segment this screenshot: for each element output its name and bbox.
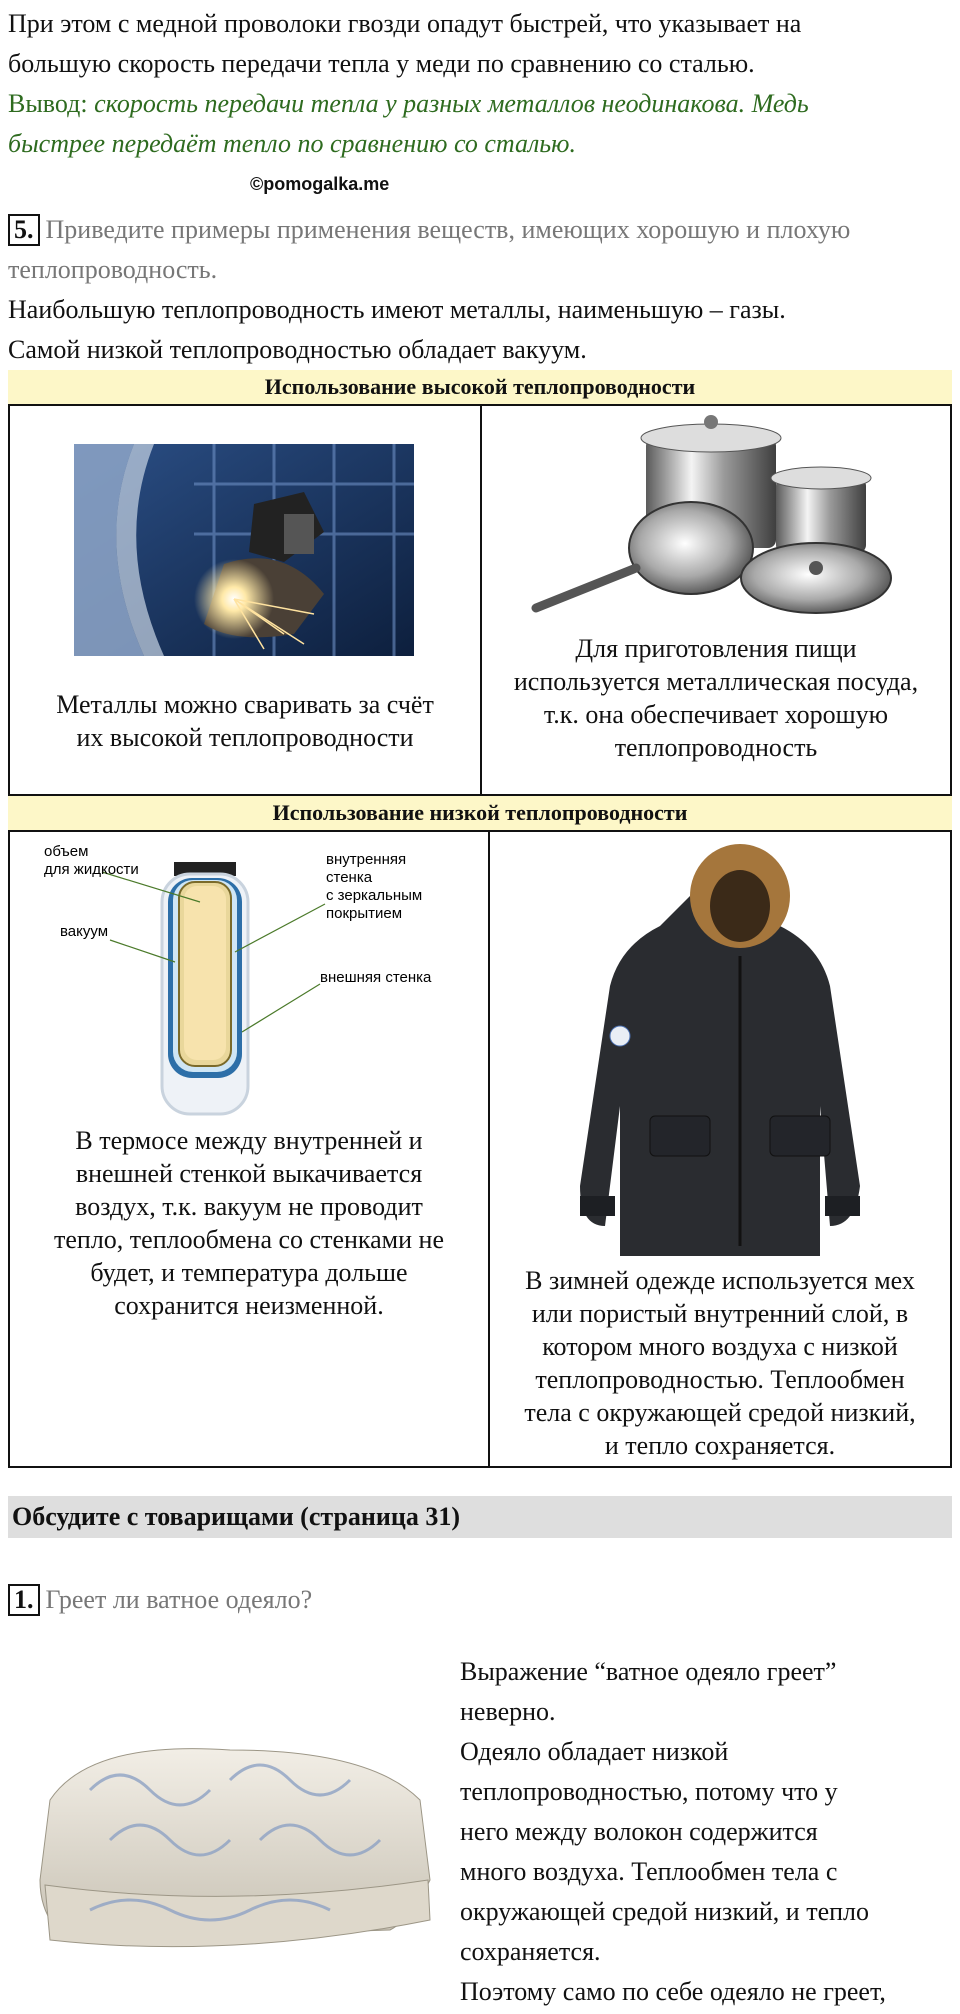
cookware-image [526,408,906,622]
high-conductivity-header: Использование высокой теплопроводности [8,370,952,404]
welding-image [74,444,414,656]
cookware-caption [482,632,950,764]
q1-number-box: 1. [8,1584,40,1616]
conclusion-text: скорость передачи тепла у разных металлов неодинакова. Медь [87,89,809,118]
jacket-cell [488,832,950,1466]
q1-question-text: Греет ли ватное одеяло? [45,1585,313,1614]
cookware-caption-line-3: т.к. она обеспечивает хорошую [543,700,889,729]
thermos-label-inner-3: с зеркальным [326,887,423,904]
thermos-label-inner-4: покрытием [326,905,403,922]
answer-line-1: Выражение “ватное одеяло греет” [460,1657,837,1686]
jacket-caption-line-4: теплопроводностью. Теплообмен [535,1365,905,1394]
answer-line-3: Одеяло обладает низкой [460,1737,729,1766]
thermos-label-inner-2: стенка [326,869,373,886]
jacket-caption [490,1264,950,1462]
jacket-caption-line-5: тела с окружающей средой низкий, [524,1398,916,1427]
thermos-caption-line-3: воздух, т.к. вакуум не проводит [75,1192,423,1221]
thermos-caption-line-1: В термосе между внутренней и [75,1126,423,1155]
answer-line-9: Поэтому само по себе одеяло не греет, [460,1977,886,2006]
cookware-caption-line-2: используется металлическая посуда, [513,667,919,696]
discuss-section-header: Обсудите с товарищами (страница 31) [8,1496,952,1538]
thermos-caption-line-5: будет, и температура дольше [90,1258,408,1287]
cookware-caption-line-4: теплопроводность [614,733,818,762]
thermos-caption-line-2: внешней стенкой выкачивается [75,1159,423,1188]
answer-line-8: сохраняется. [460,1937,601,1966]
thermos-label-liquid-2: для жидкости [44,861,139,878]
jacket-caption-line-3: котором много воздуха с низкой [542,1332,898,1361]
jacket-caption-line-2: или пористый внутренний слой, в [531,1299,909,1328]
thermos-label-outer: внешняя стенка [320,969,432,986]
q5-number-box: 5. [8,214,40,246]
jacket-image [580,836,860,1256]
q5-answer-line-1: Наибольшую теплопроводность имеют металлы, наименьшую – газы. [8,295,786,324]
answer-line-4: теплопроводностью, потому что у [460,1777,838,1806]
cookware-caption-line-1: Для приготовления пищи [575,634,857,663]
answer-line-5: него между волокон содержится [460,1817,818,1846]
watermark: ©pomogalka.me [250,174,390,194]
welding-caption [10,688,480,754]
blanket-image [30,1720,440,1972]
thermos-label-liquid: объем [44,843,89,860]
high-conductivity-table [8,404,952,796]
welding-cell [10,406,480,794]
cookware-cell [480,406,950,794]
answer-line-2: неверно. [460,1697,556,1726]
intro-line-2: большую скорость передачи тепла у меди по сравнению со сталью. [8,49,755,78]
thermos-diagram [30,842,460,1132]
thermos-caption [10,1124,488,1322]
q5-question-line-2: теплопроводность. [8,255,218,284]
q5-answer-line-2: Самой низкой теплопроводностью обладает вакуум. [8,335,587,364]
thermos-label-inner: внутренняя [326,851,407,868]
low-conductivity-table [8,830,952,1468]
thermos-label-vacuum: вакуум [60,923,109,940]
conclusion-line-2: быстрее передаёт тепло по сравнению со сталью. [8,129,576,158]
q5-question-text: Приведите примеры применения веществ, имеющих хорошую и плохую [45,215,851,244]
welding-caption-line-2: их высокой теплопроводности [76,723,414,752]
welding-caption-line-1: Металлы можно сваривать за счёт [56,690,434,719]
thermos-cell [10,832,488,1466]
jacket-caption-line-1: В зимней одежде используется мех [525,1266,915,1295]
conclusion-label: Вывод: [8,89,88,118]
answer-line-7: окружающей средой низкий, и тепло [460,1897,869,1926]
discuss-q1 [8,1580,952,1620]
conclusion-line-1 [8,84,952,124]
low-conductivity-header: Использование низкой теплопроводности [8,796,952,830]
blanket-answer [460,1652,950,2012]
thermos-caption-line-6: сохранится неизменной. [114,1291,384,1320]
jacket-caption-line-6: и тепло сохраняется. [604,1431,836,1460]
answer-line-6: много воздуха. Теплообмен тела с [460,1857,838,1886]
q5-question-line-1 [8,210,952,250]
intro-line-1: При этом с медной проволоки гвозди опадут быстрей, что указывает на [8,9,802,38]
thermos-caption-line-4: тепло, теплообмена со стенками не [54,1225,444,1254]
